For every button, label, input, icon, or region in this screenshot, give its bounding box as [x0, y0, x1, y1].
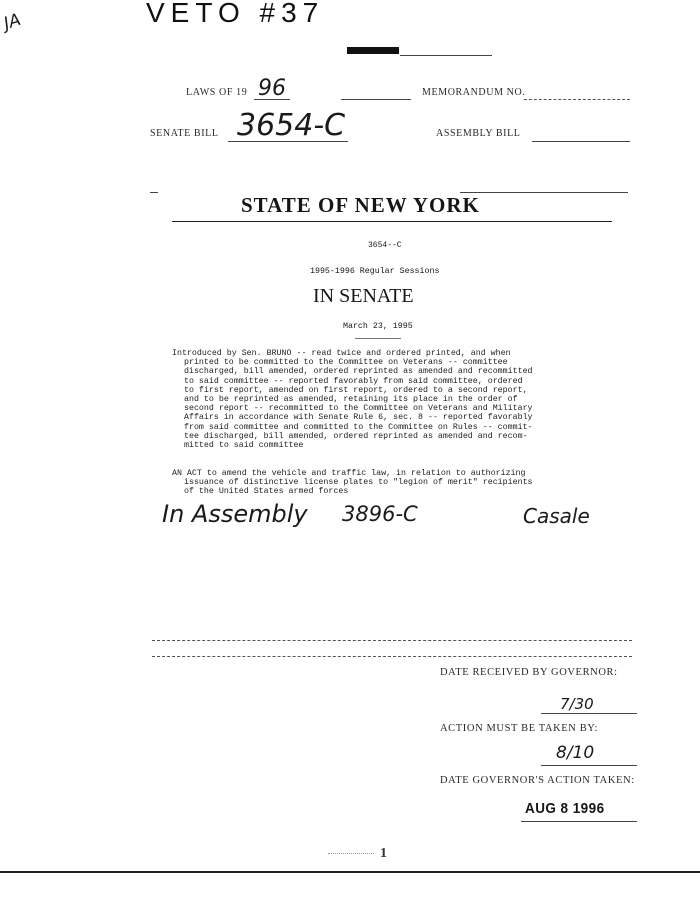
in-assembly-note: In Assembly	[162, 500, 308, 528]
state-heading: STATE OF NEW YORK	[241, 193, 480, 217]
assembly-bill-line	[532, 141, 630, 142]
laws-blank-line	[341, 99, 411, 100]
bill-date: March 23, 1995	[343, 322, 413, 331]
veto-number: VETO #37	[146, 0, 325, 28]
action-taken-line	[521, 821, 637, 822]
bottom-rule	[0, 871, 700, 873]
date-rule	[355, 338, 401, 339]
session-line: 1995-1996 Regular Sessions	[310, 267, 440, 276]
act-line: issuance of distinctive license plates to "legion of merit" recipients	[184, 478, 533, 488]
action-by-line	[541, 765, 637, 766]
footer-smudge	[328, 853, 374, 858]
intro-line: to first report, amended on first report, ordered to a second report,	[184, 385, 528, 395]
laws-year-line	[254, 99, 290, 100]
corner-initials: JA	[1, 9, 24, 35]
action-by-label: ACTION MUST BE TAKEN BY:	[440, 723, 599, 734]
bill-number: 3654--C	[368, 241, 402, 250]
divider-rule-2	[152, 656, 632, 657]
action-taken-stamp: AUG 8 1996	[525, 800, 605, 817]
redaction-rule	[400, 55, 492, 56]
laws-label: LAWS OF 19	[186, 87, 248, 98]
top-rule-right	[460, 192, 628, 193]
act-line: AN ACT to amend the vehicle and traffic law, in relation to authorizing	[172, 469, 526, 478]
intro-line: discharged, bill amended, ordered reprinted as amended and recommitted	[184, 367, 533, 377]
act-title	[172, 469, 533, 497]
senate-bill-label: SENATE BILL	[150, 128, 219, 139]
chamber-heading: IN SENATE	[313, 285, 414, 307]
intro-line: second report -- recommitted to the Committee on Veterans and Military	[184, 404, 533, 414]
memorandum-line	[524, 99, 630, 100]
date-received-line	[541, 713, 637, 714]
top-rule-left	[150, 192, 158, 193]
intro-line: to said committee -- reported favorably from said committee, ordered	[184, 376, 523, 386]
date-received-label: DATE RECEIVED BY GOVERNOR:	[440, 667, 618, 678]
introduction-paragraph	[172, 349, 533, 450]
date-received-value: 7/30	[560, 695, 594, 713]
footer-mark: 1	[380, 846, 387, 861]
state-heading-rule	[172, 221, 612, 222]
action-by-value: 8/10	[556, 743, 595, 763]
memorandum-label: MEMORANDUM NO.	[422, 87, 526, 98]
redaction-bar	[347, 47, 399, 54]
assembly-bill-label: ASSEMBLY BILL	[436, 128, 521, 139]
senate-bill-number: 3654-C	[237, 108, 346, 143]
intro-line: mitted to said committee	[184, 441, 304, 451]
laws-year: 96	[258, 76, 286, 101]
intro-line: and to be reprinted as amended, retaining its place in the order of	[184, 395, 518, 405]
divider-rule-1	[152, 640, 632, 641]
intro-line: Affairs in accordance with Senate Rule 6, sec. 8 -- reported favorably	[184, 413, 533, 423]
assembly-bill-number: 3896-C	[342, 502, 418, 526]
intro-line: printed to be committed to the Committee on Veterans -- committee	[184, 358, 508, 368]
intro-line: Introduced by Sen. BRUNO -- read twice and ordered printed, and when	[172, 349, 511, 358]
senate-bill-line	[228, 141, 348, 142]
intro-line: from said committee and committed to the Committee on Rules -- commit-	[184, 422, 533, 432]
intro-line: tee discharged, bill amended, ordered reprinted as amended and recom-	[184, 431, 528, 441]
action-taken-label: DATE GOVERNOR'S ACTION TAKEN:	[440, 775, 635, 786]
act-line: of the United States armed forces	[184, 487, 349, 497]
assembly-sponsor: Casale	[523, 504, 590, 528]
